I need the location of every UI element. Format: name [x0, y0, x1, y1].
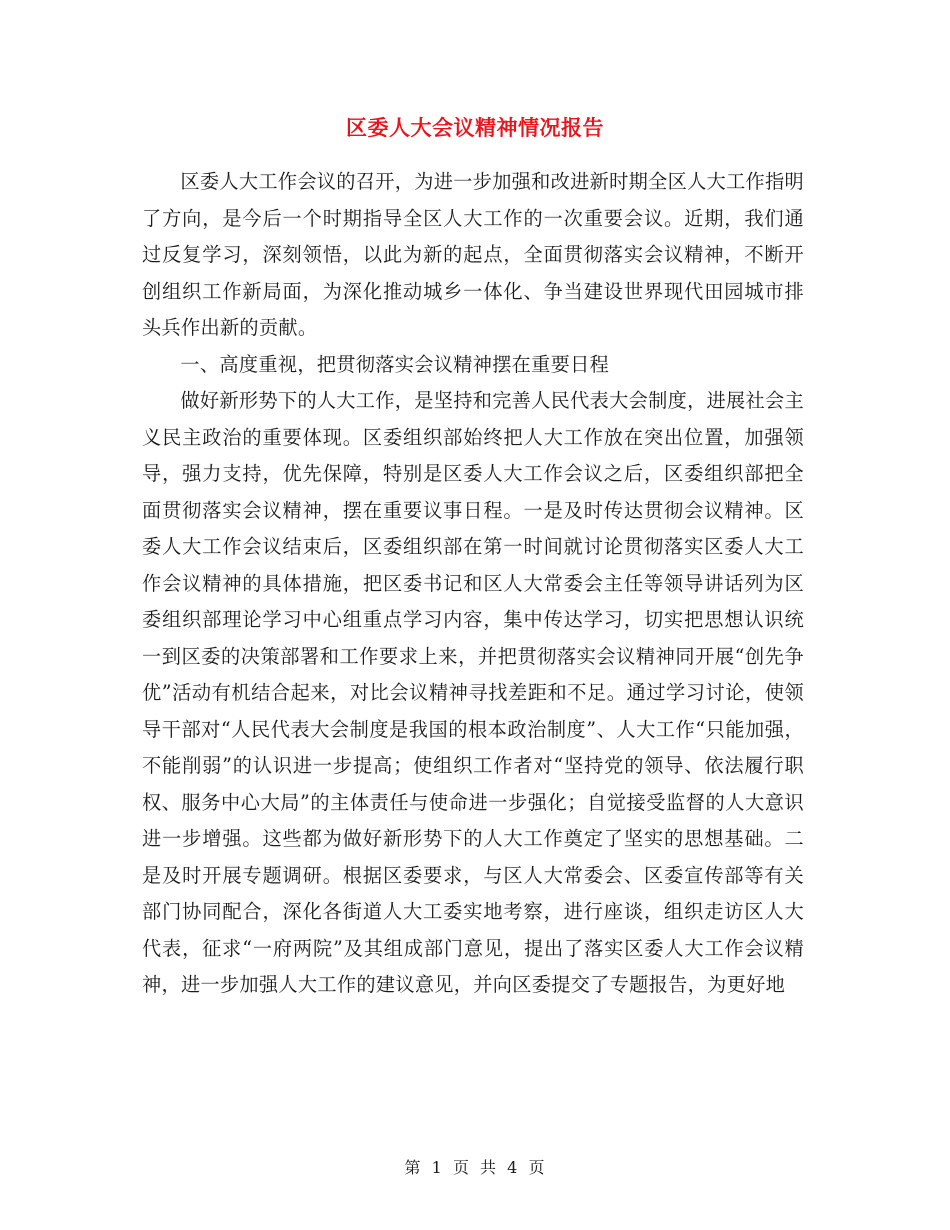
footer-current-page: 1 — [431, 1158, 443, 1177]
footer-label-unit: 页 — [452, 1158, 470, 1177]
section-heading-1: 一、高度重视，把贯彻落实会议精神摆在重要日程 — [180, 352, 610, 376]
footer-total-pages: 4 — [507, 1158, 519, 1177]
paragraph-section-1: 做好新形势下的人大工作，是坚持和完善人民代表大会制度，进展社会主义民主政治的重要体现。区委组织部始终把人大工作放在突出位置，加强领导，强力支持，优先保障，特别是区委人大工作会议之后，区委组织部把全面贯彻落实会议精神，摆在重要议事日程。一是及时传达贯彻会议精神。区委人大工作会议结束后，区委组织部在第一时间就讨论贯彻落实区委人大工作会议精神的具体措施，把区委书记和区人大常委会主任等领导讲话列为区委组织部理论学习中心组重点学习内容，集中传达学习，切实把思想认识统一到区委的决策部署和工作要求上来，并把贯彻落实会议精神同开展“创先争优”活动有机结合起来，对比会议精神寻找差距和不足。通过学习讨论，使领导干部对“人民代表大会制度是我国的根本政治制度”、人大工作“只能加强，不能削弱”的认识进一步提高；使组织工作者对“坚持党的领导、依法履行职权、服务中心大局”的主体责任与使命进一步强化；自觉接受监督的人大意识进一步增强。这些都为做好新形势下的人大工作奠定了坚实的思想基础。二是及时开展专题调研。根据区委要求，与区人大常委会、区委宣传部等有关部门协同配合，深化各街道人大工委实地考察，进行座谈，组织走访区人大代表，征求“一府两院”及其组成部门意见，提出了落实区委人大工作会议精神，进一步加强人大工作的建议意见，并向区委提交了专题报告，为更好地 — [142, 389, 804, 996]
footer-label-unit2: 页 — [528, 1158, 546, 1177]
footer-label-total: 共 — [480, 1158, 498, 1177]
document-body — [142, 164, 804, 1004]
footer-label-page: 第 — [404, 1158, 422, 1177]
page-footer — [0, 1155, 950, 1178]
paragraph-intro: 区委人大工作会议的召开，为进一步加强和改进新时期全区人大工作指明了方向，是今后一个时期指导全区人大工作的一次重要会议。近期，我们通过反复学习，深刻领悟，以此为新的起点，全面贯彻落实会议精神，不断开创组织工作新局面，为深化推动城乡一体化、争当建设世界现代田园城市排头兵作出新的贡献。 — [142, 170, 804, 339]
document-title: 区委人大会议精神情况报告 — [346, 115, 604, 140]
